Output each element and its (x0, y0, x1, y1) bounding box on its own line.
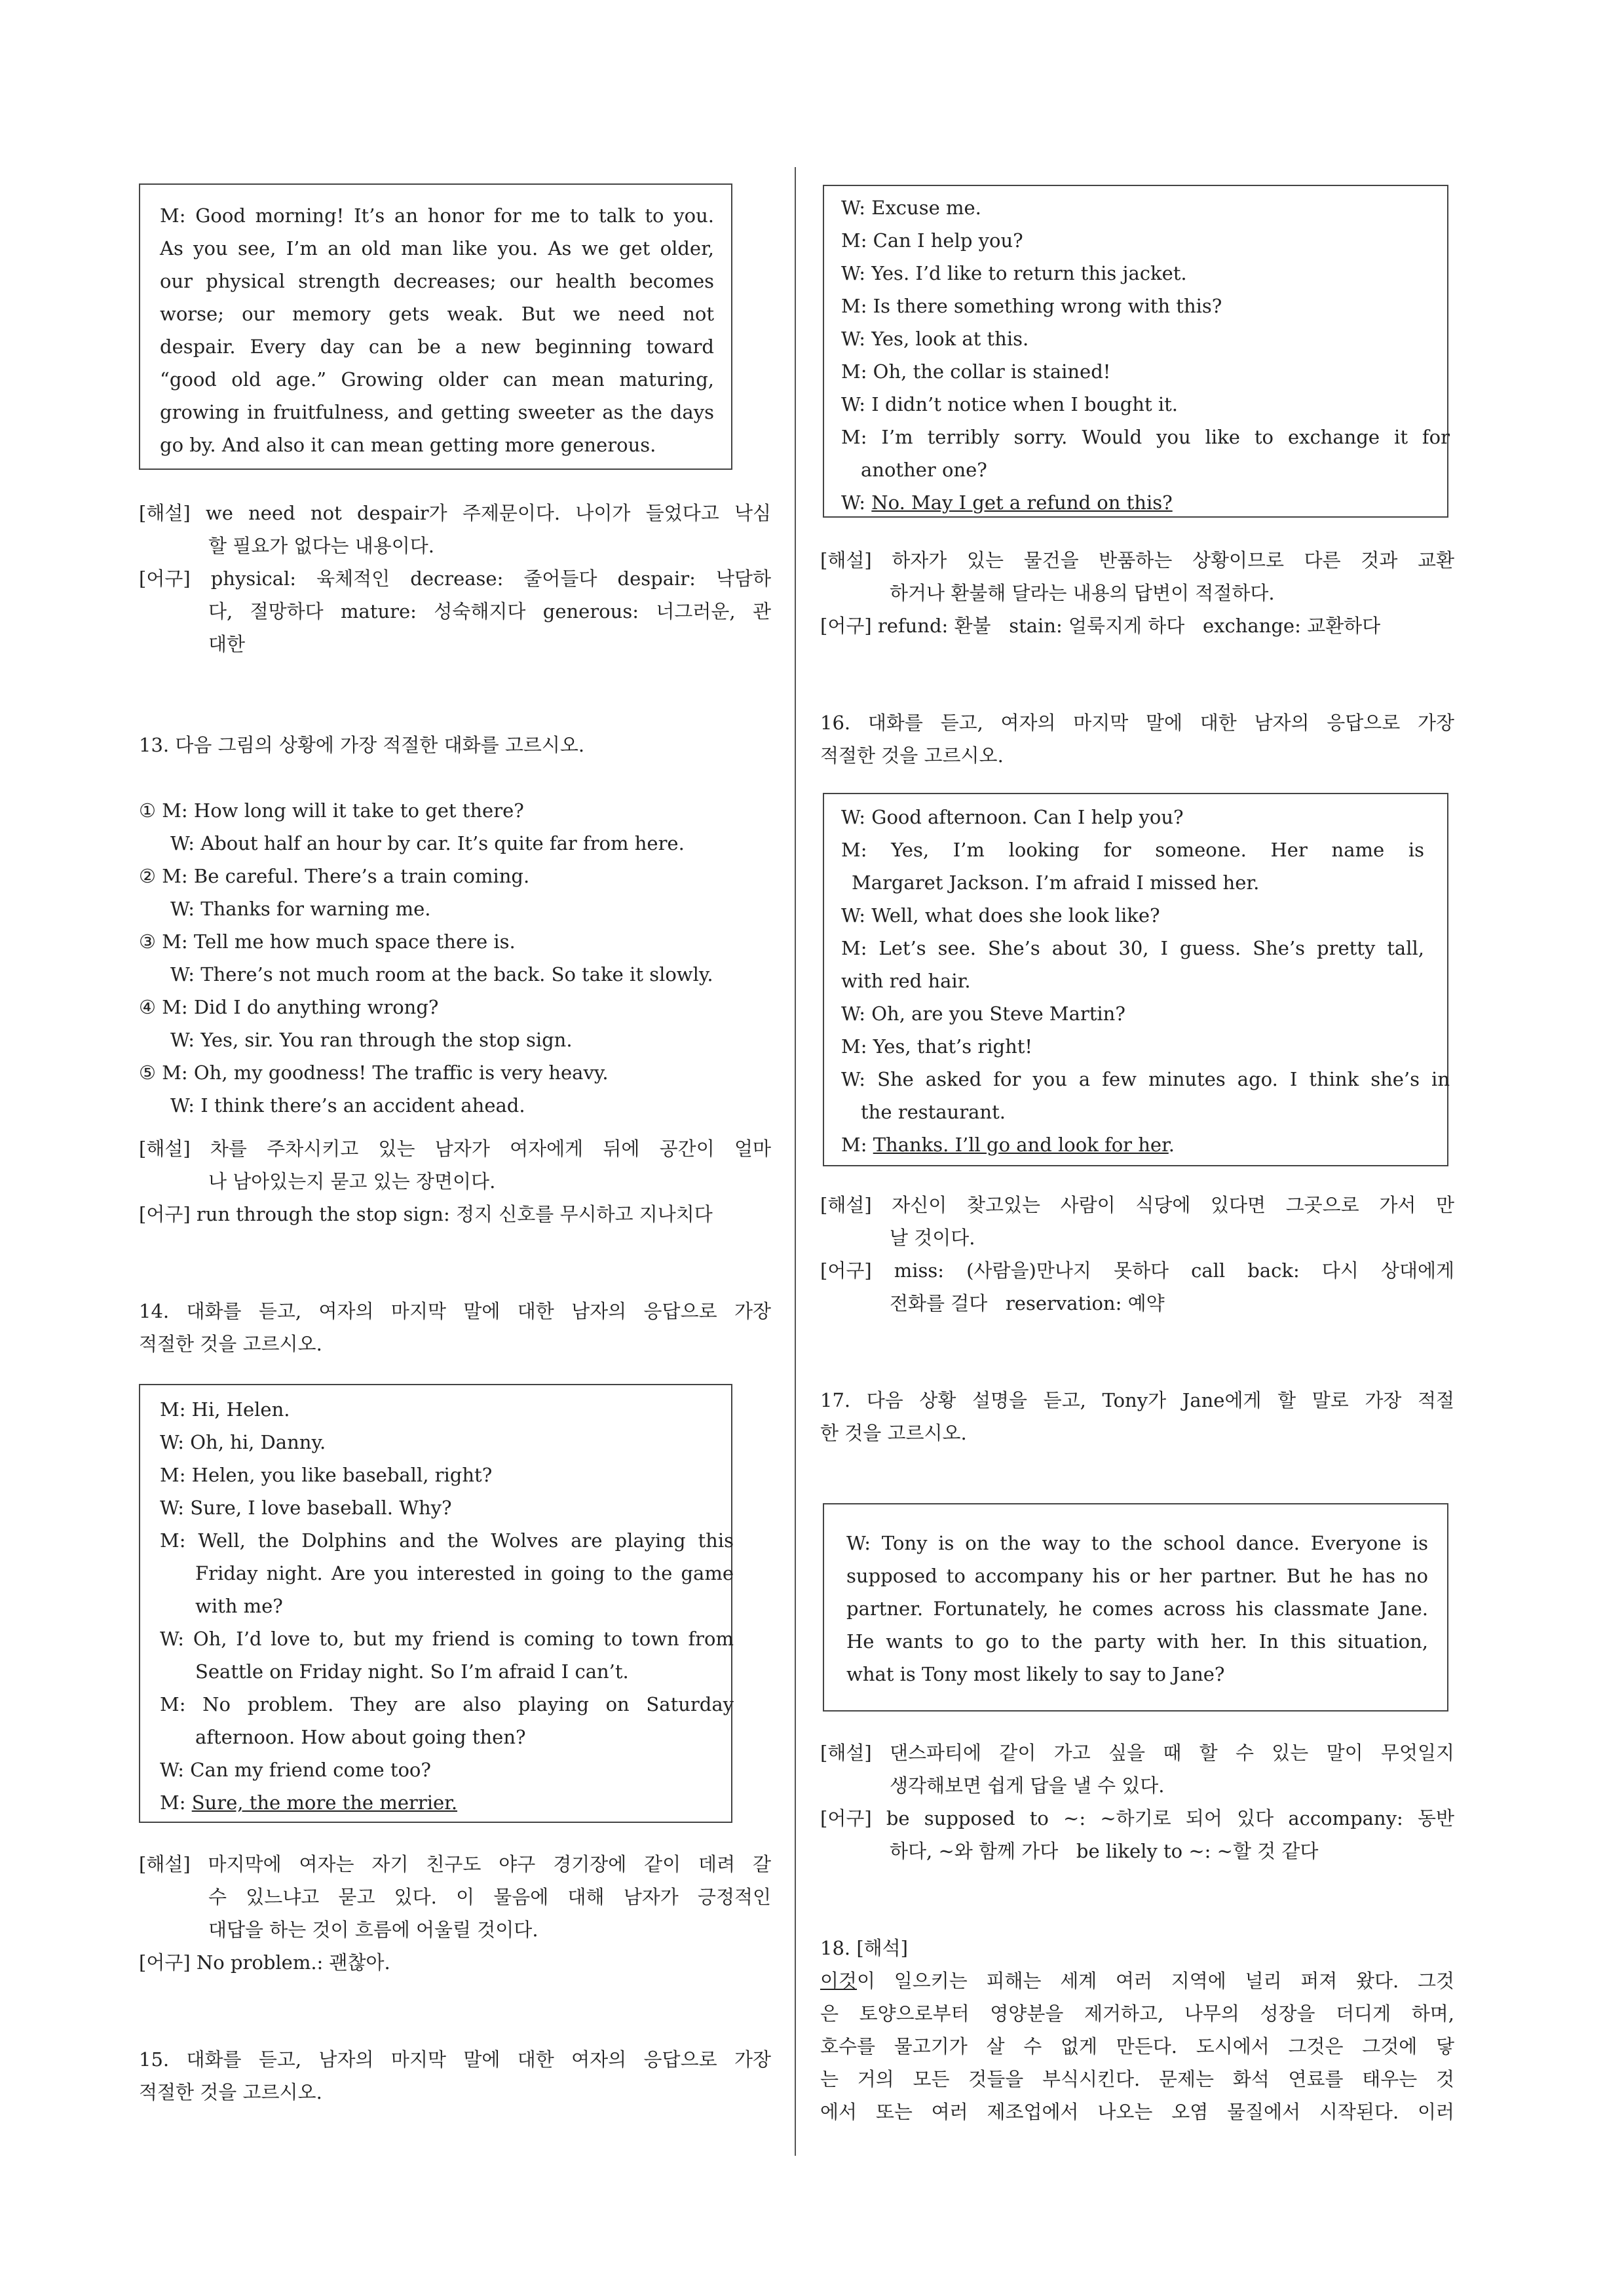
option-3-reply: W: There’s not much room at the back. So take it slowly. (170, 963, 713, 985)
question-16: 적절한 것을 고르시오. (820, 744, 1004, 767)
underlined-word: 이것 (820, 1970, 858, 1992)
dialogue-line: W: Good afternoon. Can I help you? (841, 806, 1184, 828)
explanation-12: 할 필요가 없다는 내용이다. (208, 535, 435, 557)
dialogue-line: another one? (861, 459, 987, 481)
speaker-label: M: (160, 1791, 192, 1814)
dialogue-line: afternoon. How about going then? (195, 1726, 526, 1748)
passage-line: As you see, I’m an old man like you. As we get older, (160, 237, 714, 259)
answer-period: . (1168, 1134, 1175, 1156)
explanation-12: [해설] we need not despair가 주제문이다. 나이가 들었다고 낙심 (139, 502, 771, 524)
explanation-14: 대답을 하는 것이 흐름에 어울릴 것이다. (208, 1919, 538, 1941)
explanation-13: [해설] 차를 주차시키고 있는 남자가 여자에게 뒤에 공간이 얼마 (139, 1138, 771, 1160)
vocab-17: 하다, ~와 함께 가다 be likely to ~: ~할 것 같다 (890, 1840, 1319, 1862)
dialogue-line: W: Yes, look at this. (841, 328, 1029, 350)
passage-line: M: Good morning! It’s an honor for me to talk to you. (160, 204, 714, 227)
explanation-15: [해설] 하자가 있는 물건을 반품하는 상황이므로 다른 것과 교환 (820, 549, 1454, 571)
dialogue-line: M: Is there something wrong with this? (841, 295, 1222, 317)
dialogue-line: M: Let’s see. She’s about 30, I guess. She’s pretty tall, (841, 937, 1424, 959)
option-3[interactable]: ③ M: Tell me how much space there is. (139, 930, 516, 953)
dialogue-box-14 (139, 1384, 732, 1823)
explanation-14: 수 있느냐고 묻고 있다. 이 물음에 대해 남자가 긍정적인 (208, 1886, 771, 1908)
speaker-label: M: (841, 1134, 873, 1156)
dialogue-line (160, 1786, 457, 1819)
vocab-15: [어구] refund: 환불 stain: 얼룩지게 하다 exchange: 교환하다 (820, 615, 1381, 637)
option-4[interactable]: ④ M: Did I do anything wrong? (139, 996, 439, 1018)
situation-line: He wants to go to the party with her. In this situation, (846, 1630, 1428, 1653)
question-15: 적절한 것을 고르시오. (139, 2081, 322, 2103)
passage-line: go by. And also it can mean getting more generous. (160, 434, 656, 456)
dialogue-line: the restaurant. (861, 1101, 1006, 1123)
explanation-17: 생각해보면 쉽게 답을 낼 수 있다. (890, 1774, 1165, 1797)
dialogue-line: M: Helen, you like baseball, right? (160, 1464, 493, 1486)
question-16: 16. 대화를 듣고, 여자의 마지막 말에 대한 남자의 응답으로 가장 (820, 712, 1454, 734)
explanation-13: 나 남아있는지 묻고 있는 장면이다. (208, 1170, 496, 1193)
translation-18: 호수를 물고기가 살 수 없게 만든다. 도시에서 그것은 그것에 닿 (820, 2035, 1454, 2057)
dialogue-line: W: Oh, I’d love to, but my friend is coming to town from (160, 1628, 734, 1650)
dialogue-line: W: Well, what does she look like? (841, 904, 1160, 927)
question-18-label: 18. [해석] (820, 1937, 908, 1959)
translation-18: 에서 또는 여러 제조업에서 나오는 오염 물질에서 시작된다. 이러 (820, 2101, 1454, 2123)
question-13: 13. 다음 그림의 상황에 가장 적절한 대화를 고르시오. (139, 734, 585, 756)
dialogue-line (841, 1128, 1175, 1161)
answer-underlined: Thanks. I’ll go and look for her (873, 1134, 1169, 1156)
dialogue-line: M: Yes, that’s right! (841, 1035, 1033, 1058)
dialogue-line: M: Can I help you? (841, 229, 1023, 252)
passage-box-12 (139, 183, 732, 470)
explanation-17: [해설] 댄스파티에 같이 가고 싶을 때 할 수 있는 말이 무엇일지 (820, 1742, 1454, 1764)
explanation-14: [해설] 마지막에 여자는 자기 친구도 야구 경기장에 같이 데려 갈 (139, 1853, 771, 1875)
vocab-13: [어구] run through the stop sign: 정지 신호를 무시하고 지나치다 (139, 1203, 713, 1225)
vocab-12: 다, 절망하다 mature: 성숙해지다 generous: 너그러운, 관 (208, 600, 771, 622)
translation-18: 는 거의 모든 것들을 부식시킨다. 문제는 화석 연료를 태우는 것 (820, 2068, 1454, 2090)
dialogue-box-16 (823, 793, 1448, 1166)
dialogue-line (841, 486, 1173, 519)
question-15: 15. 대화를 듣고, 남자의 마지막 말에 대한 여자의 응답으로 가장 (139, 2048, 771, 2071)
dialogue-line: M: Yes, I’m looking for someone. Her name is (841, 839, 1424, 861)
passage-line: worse; our memory gets weak. But we need not (160, 303, 714, 325)
situation-line: what is Tony most likely to say to Jane? (846, 1663, 1225, 1685)
explanation-16: [해설] 자신이 찾고있는 사람이 식당에 있다면 그곳으로 가서 만 (820, 1194, 1454, 1216)
situation-box-17 (823, 1503, 1448, 1712)
dialogue-line: M: Hi, Helen. (160, 1398, 290, 1421)
situation-line: partner. Fortunately, he comes across his classmate Jane. (846, 1598, 1428, 1620)
dialogue-line: M: No problem. They are also playing on Saturday (160, 1693, 734, 1715)
question-17: 한 것을 고르시오. (820, 1422, 967, 1444)
vocab-16: [어구] miss: (사람을)만나지 못하다 call back: 다시 상대에게 (820, 1259, 1454, 1282)
situation-line: supposed to accompany his or her partner. But he has no (846, 1565, 1428, 1587)
vocab-16: 전화를 걸다 reservation: 예약 (890, 1292, 1165, 1314)
vocab-14: [어구] No problem.: 괜찮아. (139, 1951, 390, 1974)
dialogue-line: Margaret Jackson. I’m afraid I missed her. (852, 871, 1260, 894)
answer-underlined: Sure, the more the merrier. (191, 1791, 458, 1814)
dialogue-line: W: Yes. I’d like to return this jacket. (841, 262, 1187, 284)
vocab-12: 대한 (208, 633, 246, 655)
situation-line: W: Tony is on the way to the school dance. Everyone is (846, 1532, 1428, 1554)
vocab-12: [어구] physical: 육체적인 decrease: 줄어들다 despair: 낙담하 (139, 567, 771, 590)
vocab-17: [어구] be supposed to ~: ~하기로 되어 있다 accompany: 동반 (820, 1807, 1454, 1829)
passage-line: “good old age.” Growing older can mean maturing, (160, 368, 714, 391)
passage-line: growing in fruitfulness, and getting sweeter as the days (160, 401, 714, 423)
dialogue-box-15 (823, 185, 1448, 518)
option-5[interactable]: ⑤ M: Oh, my goodness! The traffic is very heavy. (139, 1062, 609, 1084)
answer-underlined: No. May I get a refund on this? (871, 491, 1173, 514)
passage-line: despair. Every day can be a new beginning toward (160, 335, 714, 358)
speaker-label: W: (841, 491, 872, 514)
explanation-15: 하거나 환불해 달라는 내용의 답변이 적절하다. (890, 582, 1275, 604)
option-1[interactable]: ① M: How long will it take to get there? (139, 799, 524, 822)
question-14: 적절한 것을 고르시오. (139, 1333, 322, 1355)
question-17: 17. 다음 상황 설명을 듣고, Tony가 Jane에게 할 말로 가장 적절 (820, 1389, 1454, 1411)
dialogue-line: with me? (195, 1595, 283, 1617)
dialogue-line: W: Excuse me. (841, 197, 981, 219)
column-divider (795, 167, 796, 2156)
option-5-reply: W: I think there’s an accident ahead. (170, 1094, 525, 1117)
dialogue-line: W: I didn’t notice when I bought it. (841, 393, 1178, 415)
question-14: 14. 대화를 듣고, 여자의 마지막 말에 대한 남자의 응답으로 가장 (139, 1300, 771, 1322)
dialogue-line: W: Oh, hi, Danny. (160, 1431, 326, 1453)
translation-18: 은 토양으로부터 영양분을 제거하고, 나무의 성장을 더디게 하며, (820, 2002, 1454, 2025)
dialogue-line: with red hair. (841, 970, 971, 992)
dialogue-line: M: I’m terribly sorry. Would you like to exchange it for (841, 426, 1450, 448)
dialogue-line: M: Oh, the collar is stained! (841, 360, 1111, 383)
option-4-reply: W: Yes, sir. You ran through the stop sign. (170, 1029, 573, 1051)
translation-text: 이 일으키는 피해는 세계 여러 지역에 널리 퍼져 왔다. 그것 (857, 1970, 1454, 1992)
dialogue-line: W: She asked for you a few minutes ago. I think she’s in (841, 1068, 1450, 1090)
option-2-reply: W: Thanks for warning me. (170, 898, 431, 920)
passage-line: our physical strength decreases; our health becomes (160, 270, 714, 292)
dialogue-line: Friday night. Are you interested in going to the game (195, 1562, 734, 1584)
translation-18 (820, 1964, 1454, 1997)
option-2[interactable]: ② M: Be careful. There’s a train coming. (139, 865, 530, 887)
dialogue-line: Seattle on Friday night. So I’m afraid I can’t. (195, 1660, 629, 1683)
explanation-16: 날 것이다. (890, 1227, 975, 1249)
dialogue-line: W: Oh, are you Steve Martin? (841, 1003, 1125, 1025)
dialogue-line: W: Sure, I love baseball. Why? (160, 1497, 452, 1519)
option-1-reply: W: About half an hour by car. It’s quite far from here. (170, 832, 685, 854)
dialogue-line: M: Well, the Dolphins and the Wolves are playing this (160, 1529, 734, 1552)
dialogue-line: W: Can my friend come too? (160, 1759, 431, 1781)
